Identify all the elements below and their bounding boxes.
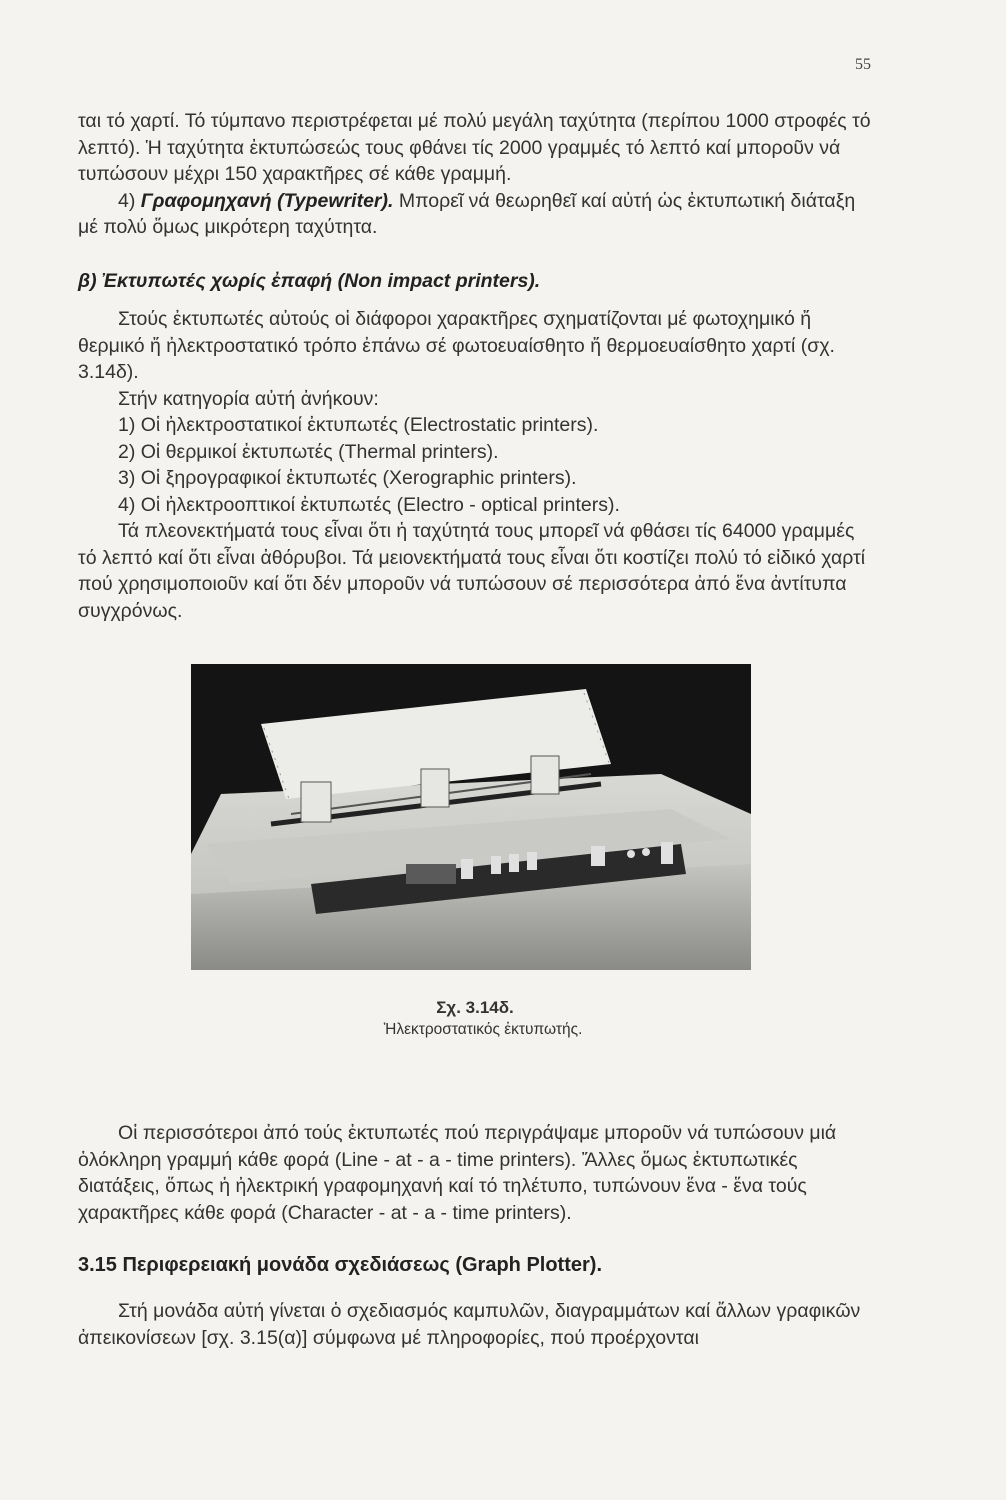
line-printers-section [78, 1120, 878, 1226]
printer-photo [191, 664, 751, 970]
section-b-body [78, 306, 878, 624]
section-b-title: β) Ἐκτυπωτές χωρίς ἐπαφή (Non impact printers). [78, 270, 541, 292]
top-section [78, 108, 878, 241]
category-item-3: 3) Οἱ ξηρογραφικοί ἐκτυπωτές (Xerographic printers). [118, 467, 577, 489]
category-item-1: 1) Οἱ ἠλεκτροστατικοί ἐκτυπωτές (Electrostatic printers). [118, 414, 599, 436]
category-item-4: 4) Οἱ ἠλεκτροοπτικοί ἐκτυπωτές (Electro - optical printers). [118, 493, 620, 516]
section-315-title: 3.15 Περιφερειακή μονάδα σχεδιάσεως (Graph Plotter). [78, 1254, 603, 1276]
section-315-heading-block [78, 1252, 878, 1279]
typewriter-text: Μπορεῖ νά θεωρηθεῖ καί αὐτή ὡς ἐκτυπωτική διάταξη μέ πολύ ὅμως μικρότερη ταχύτητα. [78, 189, 856, 238]
category-intro: Στήν κατηγορία αὐτή ἀνήκουν: [118, 387, 379, 410]
line-printers-paragraph: Οἱ περισσότεροι ἀπό τούς ἐκτυπωτές πού περιγράψαμε μποροῦν νά τυπώσουν μιά ὁλόκληρη γραμμή κάθε φορά (Line - at - a - time printers). Ἄλλες ὅμως ἐκτυπωτικές διατάξεις, ὅπως ἡ ἠλεκτρική γραφομηχανή καί τό τηλέτυπο, τυπώνουν ἕνα - ἕνα τούς χαρακτῆρες κάθε φορά (Character - at - a - time printers). [78, 1122, 837, 1224]
page-number: 55 [855, 56, 871, 73]
category-item-2: 2) Οἱ θερμικοί ἐκτυπωτές (Thermal printers). [118, 440, 499, 463]
section-b-intro: Στούς ἐκτυπωτές αὐτούς οἱ διάφοροι χαρακτῆρες σχηματίζονται μέ φωτοχημικό ἤ θερμικό ἤ ἠλεκτροστατικό τρόπο ἐπάνω σέ φωτοευαίσθητο ἤ θερμοευαίσθητο χαρτί (σχ. 3.14δ). [78, 308, 835, 383]
section-315-body [78, 1298, 878, 1351]
section-b [78, 268, 878, 295]
typewriter-term: Γραφομηχανή (Typewriter). [140, 189, 394, 212]
advantages-paragraph: Τά πλεονεκτήματά τους εἶναι ὅτι ἡ ταχύτητά τους μπορεῖ νά φθάσει τίς 64000 γραμμές τό λεπτό καί ὅτι εἶναι ἀθόρυβοι. Τά μειονεκτήματά τους εἶναι ὅτι κοστίζει πολύ τό εἰδικό χαρτί πού χρησιμοποιοῦν καί ὅτι δέν μποροῦν νά τυπώσουν σέ περισσότερα ἀπό ἕνα ἀντίτυπα συγχρόνως. [78, 520, 866, 622]
figure-caption: Ἠλεκτροστατικός ἐκτυπωτής. [383, 1021, 583, 1038]
typewriter-number: 4) [118, 189, 136, 212]
figure-label: Σχ. 3.14δ. [436, 998, 514, 1017]
printer-illustration [191, 664, 751, 970]
typewriter-paragraph [78, 188, 878, 241]
section-315-paragraph: Στή μονάδα αὐτή γίνεται ὁ σχεδιασμός καμπυλῶν, διαγραμμάτων καί ἄλλων γραφικῶν ἀπεικονίσεων [σχ. 3.15(α)] σύμφωνα μέ πληροφορίες, πού προέρχονται [78, 1300, 861, 1349]
top-paragraph: ται τό χαρτί. Τό τύμπανο περιστρέφεται μέ πολύ μεγάλη ταχύτητα (περίπου 1000 στροφές τό λεπτό). Ἡ ταχύτητα ἐκτυπώσεώς τους φθάνει τίς 2000 γραμμές τό λεπτό καί μποροῦν νά τυπώσουν μέχρι 150 χαρακτῆρες σέ κάθε γραμμή. [78, 110, 871, 185]
